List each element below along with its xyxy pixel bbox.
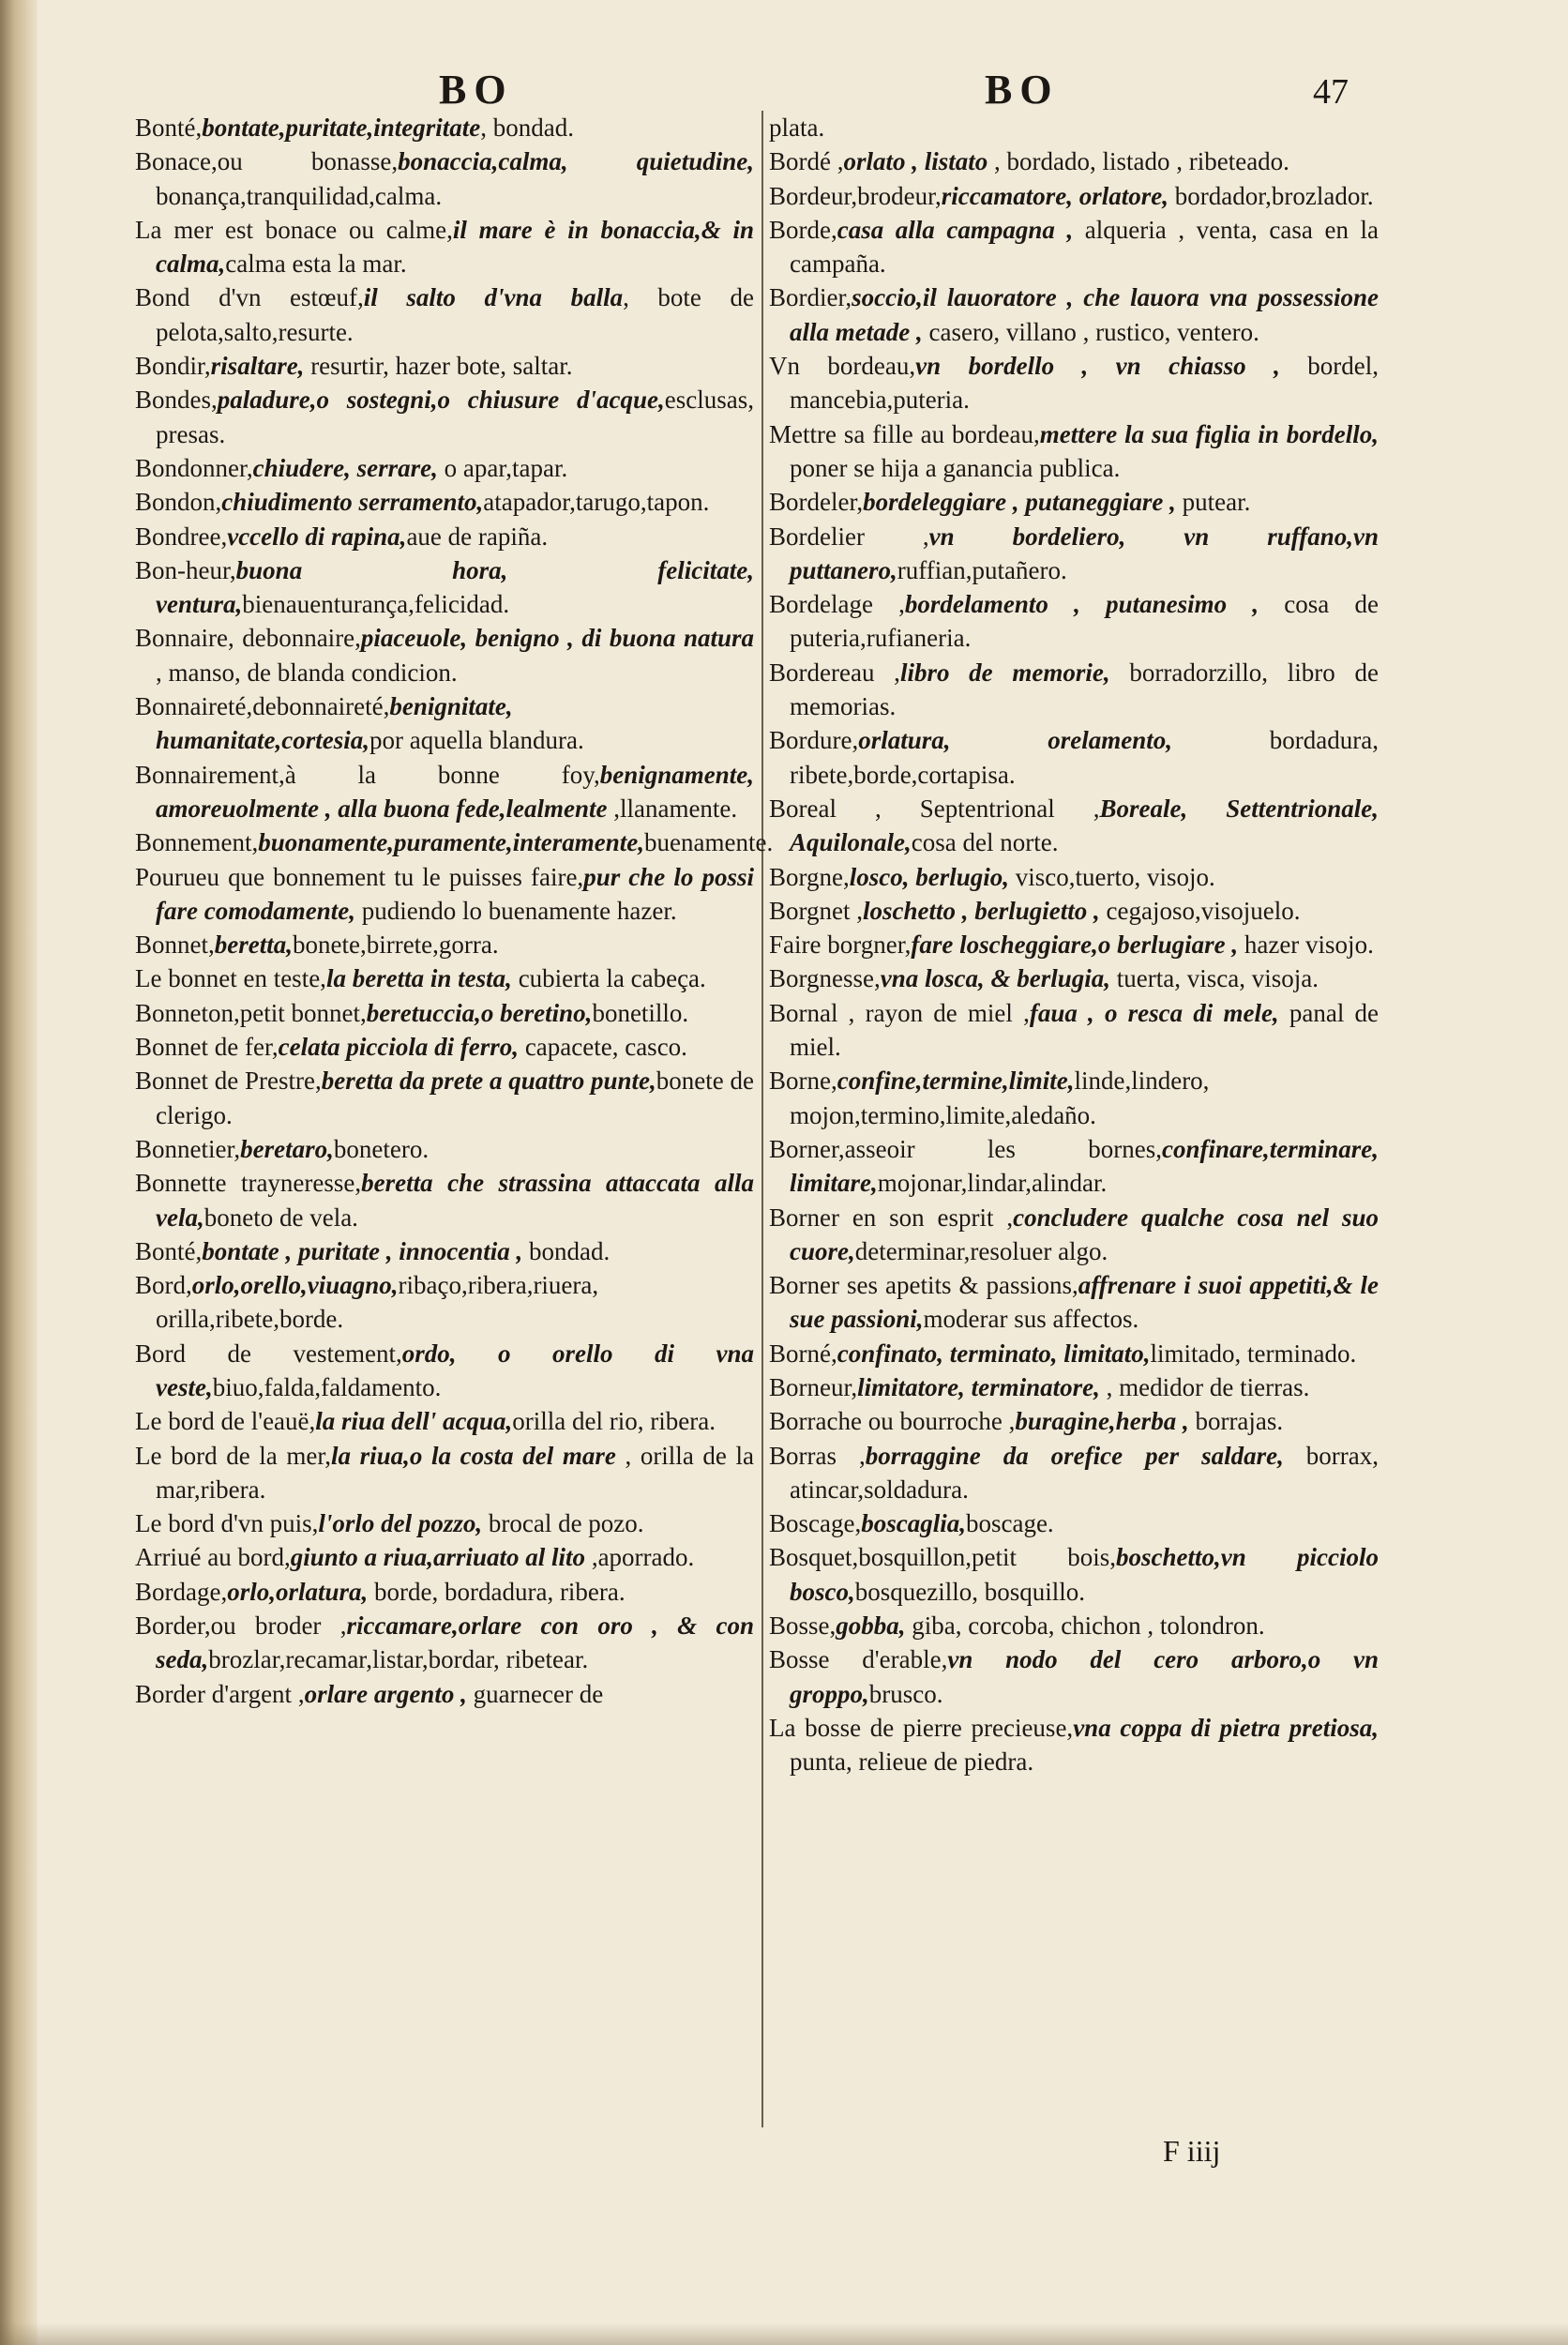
entry-spanish: panal de miel. xyxy=(790,998,1379,1062)
entry-italian: vna coppa di pietra pretiosa, xyxy=(1073,1713,1379,1742)
entry-italian: confinare,terminare, limitare, xyxy=(790,1134,1379,1198)
dictionary-entry xyxy=(135,928,754,961)
entry-spanish: tuerta, visca, visoja. xyxy=(1110,964,1319,993)
entry-italian: vn nodo del cero arboro,o vn groppo, xyxy=(790,1645,1379,1708)
entry-italian: ordo, o orello di vna veste, xyxy=(156,1339,754,1401)
entry-italian: orlare argento , xyxy=(304,1679,467,1708)
dictionary-entry xyxy=(135,1132,754,1166)
entry-spanish: resurtir, hazer bote, saltar. xyxy=(304,352,573,381)
entry-spanish: punta, relieue de piedra. xyxy=(790,1747,1034,1777)
dictionary-entry xyxy=(769,179,1379,213)
entry-spanish: bordel, mancebia,puteria. xyxy=(790,352,1379,415)
entry-headword: La bosse de pierre precieuse, xyxy=(769,1713,1074,1742)
dictionary-entry xyxy=(769,1132,1379,1201)
entry-headword: Bonnet de Prestre, xyxy=(135,1067,322,1096)
entry-headword: Bosse d'erable, xyxy=(769,1645,948,1674)
entry-italian: la beretta in testa, xyxy=(325,964,512,993)
entry-headword: Bonté, xyxy=(135,113,203,142)
entry-spanish: ,aporrado. xyxy=(585,1543,695,1572)
column-divider xyxy=(761,111,763,2127)
entry-headword: Bondir, xyxy=(135,352,211,381)
entry-spanish: bonança,tranquilidad,calma. xyxy=(156,181,443,210)
entry-spanish: bosquezillo, bosquillo. xyxy=(854,1577,1085,1606)
entry-headword: Bonnetier, xyxy=(135,1134,241,1163)
dictionary-entry xyxy=(135,520,754,553)
entry-spanish: biuo,falda,faldamento. xyxy=(212,1372,442,1401)
dictionary-entry xyxy=(769,1404,1379,1438)
entry-spanish: bondad. xyxy=(522,1236,611,1265)
entry-spanish: atapador,tarugo,tapon. xyxy=(483,488,710,517)
entry-headword: Bordage, xyxy=(135,1577,228,1606)
entry-headword: Mettre sa fille au bordeau, xyxy=(769,419,1040,448)
entry-headword: Bornal , rayon de miel , xyxy=(769,998,1030,1027)
entry-spanish: poner se hija a ganancia publica. xyxy=(790,453,1121,482)
dictionary-entry xyxy=(769,280,1379,349)
entry-italian: bordeleggiare , putaneggiare , xyxy=(863,488,1176,517)
dictionary-entry xyxy=(135,349,754,383)
entry-headword: Borgnesse, xyxy=(769,964,881,993)
entry-spanish: determinar,resoluer algo. xyxy=(854,1236,1108,1265)
dictionary-entry xyxy=(769,894,1379,928)
dictionary-entry xyxy=(135,1540,754,1574)
entry-spanish: bonete de clerigo. xyxy=(156,1067,755,1129)
dictionary-entry xyxy=(769,485,1379,519)
dictionary-entry xyxy=(769,349,1379,417)
entry-headword: Border d'argent , xyxy=(135,1679,305,1708)
entry-spanish: aue de rapiña. xyxy=(406,522,549,551)
entry-italian: boscaglia, xyxy=(861,1509,966,1538)
entry-italian: benignitate, humanitate,cortesia, xyxy=(156,692,513,755)
entry-headword: Bonneton,petit bonnet, xyxy=(135,998,367,1027)
dictionary-entry xyxy=(135,144,754,213)
dictionary-entry xyxy=(135,1166,754,1234)
entry-headword: Bondonner, xyxy=(135,453,253,482)
entry-headword: Borde, xyxy=(769,215,837,244)
entry-headword: Bordelage , xyxy=(769,590,905,619)
entry-headword: Borrache ou bourroche , xyxy=(769,1407,1016,1436)
dictionary-entry xyxy=(135,825,774,859)
dictionary-entry xyxy=(135,1064,754,1132)
entry-italian: beretta da prete a quattro punte, xyxy=(321,1067,656,1096)
entry-spanish: cosa de puteria,rufianeria. xyxy=(790,590,1379,653)
entry-spanish: calma esta la mar. xyxy=(225,250,407,279)
entry-italian: bontate , puritate , innocentia , xyxy=(202,1236,523,1265)
entry-italian: vn bordeliero, vn ruffano,vn puttanero, xyxy=(790,522,1379,584)
dictionary-entry xyxy=(135,758,754,826)
entry-spanish: casero, villano , rustico, ventero. xyxy=(922,317,1259,346)
dictionary-entry xyxy=(135,1609,754,1677)
dictionary-entry xyxy=(769,1337,1379,1370)
dictionary-entry xyxy=(769,1609,1379,1642)
entry-spanish: brocal de pozo. xyxy=(482,1509,644,1538)
entry-headword: Borgne, xyxy=(769,862,850,891)
entry-spanish: ribaço,ribera,riuera, orilla,ribete,borde. xyxy=(156,1271,599,1334)
entry-headword: Bonnet, xyxy=(135,930,215,960)
dictionary-entry xyxy=(135,1404,754,1438)
entry-spanish: cosa del norte. xyxy=(911,828,1059,857)
entry-italian: casa alla campagna , xyxy=(837,215,1074,244)
entry-italian: confine,termine,limite, xyxy=(837,1067,1075,1096)
entry-italian: il mare è in bonaccia,& in calma, xyxy=(156,215,754,279)
entry-spanish: brozlar,recamar,listar,bordar, ribetear. xyxy=(208,1645,589,1674)
entry-headword: Boscage, xyxy=(769,1509,862,1538)
dictionary-entry xyxy=(769,1711,1379,1779)
dictionary-entry xyxy=(135,860,754,929)
entry-headword: Le bord de l'eauë, xyxy=(135,1407,316,1436)
entry-italian: vccello di rapina, xyxy=(227,522,407,551)
entry-italian: buragine,herba , xyxy=(1015,1407,1189,1436)
dictionary-entry xyxy=(769,213,1379,281)
entry-italian: pur che lo possi fare comodamente, xyxy=(156,862,754,925)
dictionary-entry xyxy=(135,1575,754,1609)
dictionary-entry xyxy=(135,553,754,622)
entry-italian: affrenare i suoi appetiti,& le sue passioni, xyxy=(790,1271,1379,1334)
entry-italian: benignamente, amoreuolmente , alla buona fede,lealmente xyxy=(156,760,754,823)
entry-italian: la riua dell' acqua, xyxy=(315,1407,513,1436)
entry-headword: Borneur, xyxy=(769,1372,858,1401)
entry-spanish: linde,lindero, mojon,termino,limite,aledaño. xyxy=(790,1067,1210,1129)
signature-mark: F iiij xyxy=(1163,2134,1221,2168)
entry-spanish: esclusas, presas. xyxy=(156,386,754,448)
entry-italian: orlatura, orelamento, xyxy=(858,726,1173,755)
entry-headword: Bordier, xyxy=(769,283,852,312)
dictionary-entry xyxy=(769,1439,1379,1507)
dictionary-entry xyxy=(769,1540,1379,1609)
dictionary-entry xyxy=(769,1064,1379,1132)
entry-italian: vna losca, & berlugia, xyxy=(880,964,1111,993)
entry-italian: confinato, terminato, limitato, xyxy=(837,1339,1151,1368)
entry-headword: Borne, xyxy=(769,1067,837,1096)
entry-italian: orlo,orello,viuagno, xyxy=(191,1271,399,1300)
entry-spanish: bordador,brozlador. xyxy=(1168,181,1374,210)
entry-spanish: bonetillo. xyxy=(592,998,689,1027)
entry-italian: il salto d'vna balla xyxy=(363,283,624,312)
entry-spanish: o apar,tapar. xyxy=(437,453,568,482)
dictionary-entry xyxy=(135,111,754,144)
entry-spanish: limitado, terminado. xyxy=(1150,1339,1357,1368)
entry-headword: Pourueu que bonnement tu le puisses faire, xyxy=(135,862,584,891)
entry-headword: Bonnet de fer, xyxy=(135,1033,279,1062)
entry-spanish: guarnecer de xyxy=(466,1679,604,1708)
entry-italian: Boreale, Settentrionale, Aquilonale, xyxy=(790,794,1379,857)
entry-spanish: ruffian,putañero. xyxy=(897,555,1067,584)
entry-italian: buonamente,puramente,interamente, xyxy=(258,828,645,857)
entry-headword: Bordé , xyxy=(769,147,844,176)
entry-italian: faua , o resca di mele, xyxy=(1029,998,1279,1027)
entry-spanish: boneto de vela. xyxy=(204,1203,358,1232)
dictionary-entry xyxy=(769,1506,1379,1540)
entry-spanish: bordadura, ribete,borde,cortapisa. xyxy=(790,726,1379,789)
page-edge xyxy=(0,2322,1568,2345)
left-column xyxy=(135,111,774,1711)
entry-italian: loschetto , berlugietto , xyxy=(863,896,1100,925)
entry-italian: vn bordello , vn chiasso , xyxy=(915,352,1280,381)
entry-headword: Bordure, xyxy=(769,726,859,755)
entry-headword: Bonnaire, debonnaire, xyxy=(135,624,361,653)
entry-headword: Boreal , Septentrional , xyxy=(769,794,1100,823)
entry-italian: chiudere, serrare, xyxy=(252,453,438,482)
entry-italian: paladure,o sostegni,o chiusure d'acque, xyxy=(217,386,665,415)
entry-headword: Bosquet,bosquillon,petit bois, xyxy=(769,1543,1117,1572)
dictionary-entry xyxy=(769,1201,1379,1269)
entry-spanish: , bordado, listado , ribeteado. xyxy=(988,147,1289,176)
entry-spanish: , orilla de la mar,ribera. xyxy=(156,1441,754,1504)
dictionary-entry xyxy=(135,383,754,451)
dictionary-entry xyxy=(769,961,1379,995)
dictionary-entry xyxy=(769,656,1379,724)
entry-italian: bordelamento , putanesimo , xyxy=(904,590,1259,619)
entry-italian: risaltare, xyxy=(210,352,305,381)
dictionary-entry xyxy=(769,928,1379,961)
entry-italian: piaceuole, benigno , di buona natura xyxy=(360,624,754,653)
entry-italian: gobba, xyxy=(836,1611,906,1641)
entry-spanish: , bondad. xyxy=(480,113,574,142)
entry-italian: libro de memorie, xyxy=(899,658,1110,687)
entry-italian: beretta che strassina attaccata alla vela, xyxy=(156,1169,754,1232)
dictionary-entry xyxy=(769,1268,1379,1337)
entry-headword: Bord de vestement, xyxy=(135,1339,402,1368)
dictionary-entry xyxy=(135,961,754,995)
entry-italian: riccamare,orlare con oro , & con seda, xyxy=(156,1611,754,1674)
entry-headword: Faire borgner, xyxy=(769,930,912,960)
entry-italian: limitatore, terminatore, xyxy=(857,1372,1100,1401)
entry-italian: boschetto,vn picciolo bosco, xyxy=(790,1543,1380,1606)
dictionary-entry xyxy=(135,1234,754,1268)
dictionary-entry xyxy=(769,111,1379,144)
entry-headword: Bordeur,brodeur, xyxy=(769,181,942,210)
entry-italian: chiudimento serramento, xyxy=(221,488,484,517)
dictionary-entry xyxy=(769,417,1379,486)
entry-headword: Bond d'vn estœuf, xyxy=(135,283,364,312)
dictionary-entry xyxy=(135,1030,754,1064)
entry-spanish: , medidor de tierras. xyxy=(1099,1372,1310,1401)
entry-italian: orlo,orlatura, xyxy=(227,1577,369,1606)
entry-headword: Vn bordeau, xyxy=(769,352,916,381)
entry-italian: buona hora, felicitate, ventura, xyxy=(156,555,754,619)
entry-headword: Bord, xyxy=(135,1271,192,1300)
entry-spanish: por aquella blandura. xyxy=(369,726,584,755)
dictionary-entry xyxy=(769,520,1379,588)
entry-headword: Bordelier , xyxy=(769,522,929,551)
dictionary-entry xyxy=(769,144,1379,178)
entry-headword: Le bord de la mer, xyxy=(135,1441,332,1470)
entry-spanish: pudiendo lo buenamente hazer. xyxy=(354,896,677,925)
entry-headword: Borné, xyxy=(769,1339,837,1368)
entry-italian: riccamatore, orlatore, xyxy=(941,181,1169,210)
entry-spanish: brusco. xyxy=(868,1679,943,1708)
entry-headword: Bonnement, xyxy=(135,828,259,857)
entry-headword: Bonté, xyxy=(135,1236,203,1265)
entry-spanish: cubierta la cabeça. xyxy=(511,964,706,993)
entry-italian: bontate,puritate,integritate xyxy=(202,113,481,142)
entry-spanish: ,llanamente. xyxy=(607,794,738,823)
right-column xyxy=(769,111,1379,1779)
dictionary-entry xyxy=(135,1677,754,1711)
dictionary-entry xyxy=(135,689,754,758)
entry-spanish: borradorzillo, libro de memorias. xyxy=(790,658,1379,721)
entry-italian: beretta, xyxy=(214,930,293,960)
entry-headword: Bosse, xyxy=(769,1611,837,1641)
entry-spanish: capacete, casco. xyxy=(519,1033,687,1062)
entry-spanish: mojonar,lindar,alindar. xyxy=(877,1169,1108,1198)
entry-headword: Bordeler, xyxy=(769,488,864,517)
entry-spanish: , bote de pelota,salto,resurte. xyxy=(156,283,754,346)
entry-italian: mettere la sua figlia in bordello, xyxy=(1039,419,1380,448)
running-head-left: BO xyxy=(439,67,514,113)
dictionary-entry xyxy=(769,587,1379,656)
entry-italian: fare loscheggiare,o berlugiare , xyxy=(911,930,1239,960)
dictionary-entry xyxy=(135,621,754,689)
dictionary-entry xyxy=(135,1439,754,1507)
entry-spanish: hazer visojo. xyxy=(1238,930,1374,960)
dictionary-entry xyxy=(135,213,754,281)
entry-spanish: moderar sus affectos. xyxy=(923,1305,1139,1334)
entry-headword: Borras , xyxy=(769,1441,866,1470)
dictionary-entry xyxy=(769,723,1379,792)
entry-spanish: boscage. xyxy=(965,1509,1054,1538)
entry-spanish: , manso, de blanda condicion. xyxy=(156,658,458,687)
entry-headword: Bondes, xyxy=(135,386,218,415)
dictionary-entry xyxy=(135,451,754,485)
entry-spanish: bonete,birrete,gorra. xyxy=(292,930,499,960)
entry-spanish: bonetero. xyxy=(333,1134,430,1163)
entry-italian: orlato , listato xyxy=(843,147,988,176)
dictionary-entry xyxy=(769,1370,1379,1404)
dictionary-entry xyxy=(769,1642,1379,1711)
entry-headword: Bonnaireté,debonnaireté, xyxy=(135,692,390,721)
entry-headword: Bondree, xyxy=(135,522,228,551)
entry-italian: giunto a riua,arriuato al lito xyxy=(290,1543,586,1572)
entry-headword: Bon-heur, xyxy=(135,555,236,584)
entry-spanish: bienauenturança,felicidad. xyxy=(242,590,510,619)
entry-headword: Bonace,ou bonasse, xyxy=(135,147,399,176)
entry-headword: La mer est bonace ou calme, xyxy=(135,215,453,244)
dictionary-entry xyxy=(769,792,1379,860)
entry-italian: borraggine da orefice per saldare, xyxy=(865,1441,1284,1470)
entry-italian: la riua,o la costa del mare xyxy=(331,1441,616,1470)
entry-spanish: giba, corcoba, chichon , tolondron. xyxy=(905,1611,1265,1641)
entry-spanish: putear. xyxy=(1175,488,1251,517)
entry-spanish: borrajas. xyxy=(1188,1407,1284,1436)
entry-spanish: cegajoso,visojuelo. xyxy=(1099,896,1301,925)
entry-headword: Bonnette trayneresse, xyxy=(135,1169,362,1198)
dictionary-entry xyxy=(135,1268,754,1337)
entry-headword: Borner,asseoir les bornes, xyxy=(769,1134,1162,1163)
dictionary-entry xyxy=(135,1337,754,1405)
entry-italian: celata picciola di ferro, xyxy=(278,1033,520,1062)
entry-italian: beretuccia,o beretino, xyxy=(366,998,593,1027)
dictionary-entry xyxy=(135,280,754,349)
book-spine-shadow xyxy=(0,0,38,2345)
entry-italian: beretaro, xyxy=(240,1134,334,1163)
entry-headword: Borner ses apetits & passions, xyxy=(769,1271,1078,1300)
entry-spanish: buenamente. xyxy=(644,828,774,857)
entry-headword: Le bonnet en teste, xyxy=(135,964,326,993)
entry-headword: Bordereau , xyxy=(769,658,900,687)
entry-italian: bonaccia,calma, quietudine, xyxy=(398,147,754,176)
entry-spanish: orilla del rio, ribera. xyxy=(512,1407,716,1436)
page-number: 47 xyxy=(1313,72,1349,112)
dictionary-entry xyxy=(135,1506,754,1540)
entry-spanish: borrax, atincar,soldadura. xyxy=(790,1441,1380,1504)
entry-spanish: alqueria , venta, casa en la campaña. xyxy=(790,215,1380,279)
dictionary-entry xyxy=(135,996,754,1030)
entry-headword: Borner en son esprit , xyxy=(769,1203,1014,1232)
entry-headword: Border,ou broder , xyxy=(135,1611,347,1641)
entry-headword: Borgnet , xyxy=(769,896,863,925)
entry-italian: l'orlo del pozzo, xyxy=(318,1509,483,1538)
entry-italian: losco, berlugio, xyxy=(849,862,1010,891)
entry-headword: Bondon, xyxy=(135,488,222,517)
entry-spanish: visco,tuerto, visojo. xyxy=(1009,862,1215,891)
entry-italian: soccio,il lauoratore , che lauora vna possessione alla metade , xyxy=(790,283,1379,346)
entry-headword: plata. xyxy=(769,113,825,142)
entry-spanish: borde, bordadura, ribera. xyxy=(368,1577,626,1606)
running-head-right: BO xyxy=(985,67,1060,113)
entry-headword: Le bord d'vn puis, xyxy=(135,1509,319,1538)
dictionary-entry xyxy=(769,996,1379,1065)
dictionary-entry xyxy=(135,485,754,519)
entry-headword: Bonnairement,à la bonne foy, xyxy=(135,760,600,789)
entry-italian: concludere qualche cosa nel suo cuore, xyxy=(790,1203,1380,1265)
entry-headword: Arriué au bord, xyxy=(135,1543,291,1572)
dictionary-entry xyxy=(769,860,1379,894)
